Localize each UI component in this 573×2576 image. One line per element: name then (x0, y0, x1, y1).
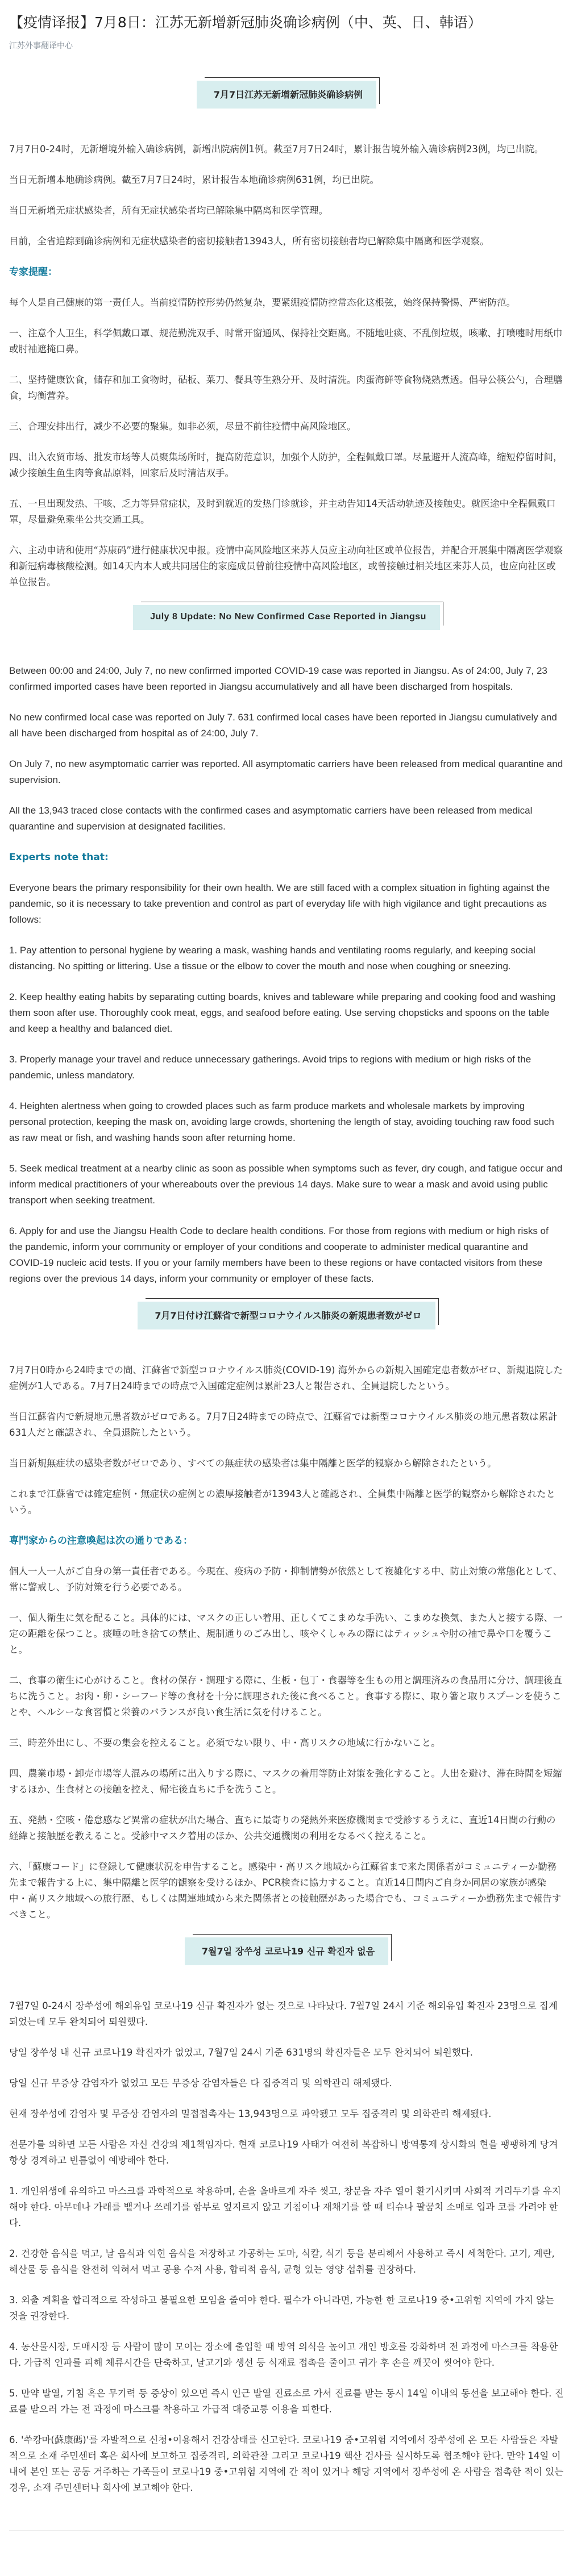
paragraph: Everyone bears the primary responsibility for their own health. We are still faced with a complex situation in fighting against the pandemic, so it is necessary to take prevention and control as part of everyday life with high vigilance and tight precautions as follows: (9, 882, 550, 925)
section-header-box (138, 1302, 435, 1329)
section-header-title: 7月7日江苏无新增新冠肺炎确诊病例 (197, 81, 376, 109)
paragraph: 7월7일 0-24시 장쑤성에 해외유입 코로나19 신규 확진자가 없는 것으로 나타났다. 7월7일 24시 기준 해외유입 확진자 23명으로 집계되었는데 모두 완치되어 퇴원했다. (9, 2000, 558, 2027)
section-zh (9, 81, 564, 590)
paragraph: 目前，全省追踪到确诊病例和无症状感染者的密切接触者13943人，所有密切接触者均已解除集中隔离和医学观察。 (9, 236, 489, 247)
paragraph: 二、坚持健康饮食，储存和加工食物时，砧板、菜刀、餐具等生熟分开、及时清洗。肉蛋海鲜等食物烧熟煮透。倡导公筷公勺，合理膳食，均衡营养。 (9, 374, 563, 401)
paragraph: 3. 외출 계획을 합리적으로 작성하고 불필요한 모임을 줄여야 한다. 필수가 아니라면, 가능한 한 코로나19 중•고위험 지역에 가지 않는 것을 권장한다. (9, 2295, 555, 2321)
paragraph: 3. Properly manage your travel and reduce unnecessary gatherings. Avoid trips to regions with medium or high risks of the pandemic, unless mandatory. (9, 1054, 532, 1081)
expert-note-heading: Experts note that: (9, 852, 109, 863)
paragraph: 六、主动申请和使用“苏康码”进行健康状况申报。疫情中高风险地区来苏人员应主动向社区或单位报告，并配合开展集中隔离医学观察和新冠病毒核酸检测。如14天内本人或共同居住的家庭成员曾前往疫情中高风险地区，或曾接触过相关地区来苏人员，也应向社区或单位报告。 (9, 545, 563, 587)
paragraph: 전문가를 의하면 모든 사람은 자신 건강의 제1책임자다. 현재 코로나19 사태가 여전히 복잡하니 방역통제 상시화의 현을 팽팽하게 당겨 항상 경계하고 빈틈없이 예방해야 한다. (9, 2139, 558, 2166)
paragraph: 7月7日0-24时，无新增境外输入确诊病例，新增出院病例1例。截至7月7日24时，累计报告境外输入确诊病例23例，均已出院。 (9, 144, 544, 155)
paragraph: 四、農業市場・卸売市場等人混みの場所に出入りする際に、マスクの着用等防止対策を強化すること。人出を避け、滞在時間を短縮するほか、生食材との接触を控え、帰宅後直ちに手を洗うこと。 (9, 1768, 562, 1795)
paragraph: 一、注意个人卫生，科学佩戴口罩、规范勤洗双手、时常开窗通风、保持社交距离。不随地吐痰、不乱倒垃圾，咳嗽、打喷嚏时用纸巾或肘袖遮掩口鼻。 (9, 328, 563, 355)
paragraph: 5. Seek medical treatment at a nearby clinic as soon as possible when symptoms such as fever, dry cough, and fatigue occur and inform medical practitioners of your whereabouts over the previous 14 days. Make sure to wear a mask and avoid using public transport when seeking treatment. (9, 1163, 563, 1206)
section-header-box (185, 1937, 388, 1965)
paragraph: 당일 장쑤성 내 신규 코로나19 확진자가 없었고, 7월7일 24시 기준 631명의 확진자들은 모두 완치되어 퇴원했다. (9, 2047, 473, 2058)
bottom-divider (9, 2530, 564, 2531)
paragraph: 2. Keep healthy eating habits by separating cutting boards, knives and tableware while preparing and cooking food and washing them soon after use. Thoroughly cook meat, eggs, and seafood before eating. Use serving chopsticks and spoons on the table and keep a healthy and balanced diet. (9, 991, 556, 1034)
section-header-box (133, 605, 440, 630)
paragraph: 4. Heighten alertness when going to crowded places such as farm produce markets and wholesale markets by improving personal protection, keeping the mask on, avoiding large crowds, shortening the length of stay, avoiding touching raw food such as raw meat or fish, and washing hands soon after returning home. (9, 1101, 554, 1143)
section-header (9, 1302, 564, 1329)
paragraph: これまで江蘇省では確定症例・無症状の症例との濃厚接触者が13943人と確認され、全員集中隔離と医学的観察から解除されたという。 (9, 1489, 555, 1515)
article-title: 【疫情译报】7月8日：江苏无新增新冠肺炎确诊病例（中、英、日、韩语） (9, 14, 482, 31)
paragraph: 個人一人一人がご自身の第一責任者である。今現在、疫病の予防・抑制情勢が依然として複雑化する中、防止対策の常態化として、常に警戒し、予防対策を行う必要である。 (9, 1566, 563, 1593)
paragraph: 三、合理安排出行，减少不必要的聚集。如非必须，尽量不前往疫情中高风险地区。 (9, 421, 356, 432)
paragraph: 当日江蘇省内で新規地元患者数がゼロである。7月7日24時までの時点で、江蘇省では新型コロナウイルス肺炎の地元患者数は累計631人だと確認され、全員退院したという。 (9, 1411, 558, 1438)
section-header-box (197, 81, 376, 109)
paragraph: All the 13,943 traced close contacts with the confirmed cases and asymptomatic carriers have been released from medical quarantine and supervision at designated facilities. (9, 805, 533, 832)
paragraph: 六、「蘇康コード」に登録して健康状況を申告すること。感染中・高リスク地域から江蘇省まで来た関係者がコミュニティーか勤務先まで報告する上に、集中隔離と医学的観察を受けるほか、PCR検査に協力すること。直近14日間内ご自身か同居の家族が感染中・高リスク地域への旅行歴、もしくは関連地域から来た関係者との接触歴があった場合でも、コミュニティーか勤務先まで報告すべきこと。 (9, 1861, 562, 1920)
paragraph: 2. 건강한 음식을 먹고, 날 음식과 익힌 음식을 저장하고 가공하는 도마, 식칼, 식기 등을 분리해서 사용하고 즉시 세척한다. 고기, 계란, 해산물 등 음식을 완전히 익혀서 먹고 공용 수저 사용, 합리적 음식, 균형 있는 영양 섭취를 권장하다. (9, 2248, 555, 2275)
expert-note-heading: 専門家からの注意喚起は次の通りである： (9, 1535, 193, 1547)
paragraph: 6. '쑤캉마(蘇康碼)'를 자발적으로 신청•이용해서 건강상태를 신고한다. 코로나19 중•고위험 지역에서 장쑤성에 온 모든 사람들은 자발적으로 소재 주민센터 혹은 회사에 보고하고 집중격리, 의학관찰 그리고 코로나19 핵산 검사를 실시하도록 협조해야 한다. 만약 14일 이내에 본인 또는 공동 거주하는 가족들이 코로나19 중•고위험 지역에 간 적이 있거나 해당 지역에서 장쑤성에 온 사람을 접촉한 적이 있는 경우, 소재 주민센터나 회사에 보고해야 한다. (9, 2435, 564, 2493)
paragraph: Between 00:00 and 24:00, July 7, no new confirmed imported COVID-19 case was reported in Jiangsu. As of 24:00, July 7, 23 confirmed imported cases have been reported in Jiangsu accumulatively and all have been discharged from hospitals. (9, 665, 547, 692)
section-header-title: 7月7日付け江蘇省で新型コロナウイルス肺炎の新規患者数がゼロ (138, 1302, 435, 1329)
paragraph: No new confirmed local case was reported on July 7. 631 confirmed local cases have been reported in Jiangsu cumulatively and all have been discharged from hospital as of 24:00, July 7. (9, 712, 557, 739)
paragraph: 四、出入农贸市场、批发市场等人员聚集场所时，提高防范意识，加强个人防护，全程佩戴口罩。尽量避开人流高峰，缩短停留时间，减少接触生鱼生肉等食品原料，回家后及时清洁双手。 (9, 452, 563, 478)
paragraph: 五、一旦出现发热、干咳、乏力等异常症状，及时到就近的发热门诊就诊，并主动告知14天活动轨迹及接触史。就医途中全程佩戴口罩，尽量避免乘坐公共交通工具。 (9, 498, 556, 525)
section-header-title: 7월7일 장쑤성 코로나19 신규 확진자 없음 (185, 1937, 388, 1965)
section-header (9, 1937, 564, 1965)
paragraph: 당일 신규 무증상 감염자가 없었고 모든 무증상 감염자들은 다 집중격리 및 의학관리 해제됐다. (9, 2078, 392, 2089)
paragraph: 현재 장쑤성에 감염자 및 무증상 감염자의 밀접접촉자는 13,943명으로 파악됐고 모두 집중격리 및 의학관리 해제됐다. (9, 2108, 492, 2119)
paragraph: 二、食事の衛生に心がけること。食材の保存・調理する際に、生板・包丁・食器等を生もの用と調理済みの食品用に分け、調理後直ちに洗うこと。お肉・卵・シーフード等の食材を十分に調理された後に食べること。食事する際に、取り箸と取りスプーンを使うことや、ヘルシーな食習慣と栄養のバランスが良い食生活に気を付けること。 (9, 1675, 562, 1718)
section-header (9, 605, 564, 630)
section-ja (9, 1302, 564, 1923)
paragraph: 当日新規無症状の感染者数がゼロであり、すべての無症状の感染者は集中隔離と医学的観察から解除されたという。 (9, 1458, 497, 1469)
paragraph: 7月7日0時から24時までの間、江蘇省で新型コロナウイルス肺炎(COVID-19) 海外からの新規入国確定患者数がゼロ、新規退院した症例が1人である。7月7日24時までの時点で入国確定症例は累計23人と報告され、全員退院したという。 (9, 1365, 563, 1391)
paragraph: 4. 농산물시장, 도매시장 등 사람이 많이 모이는 장소에 출입할 때 방역 의식을 높이고 개인 방호를 강화하며 전 과정에 마스크를 착용한다. 가급적 인파를 피해 체류시간을 단축하고, 날고기와 생선 등 식재료 접촉을 줄이고 귀가 후 손을 깨끗이 씻어야 한다. (9, 2341, 558, 2368)
section-ko (9, 1937, 564, 2496)
paragraph: 每个人是自己健康的第一责任人。当前疫情防控形势仍然复杂，要紧绷疫情防控常态化这根弦，始终保持警惕、严密防范。 (9, 297, 516, 308)
author-link[interactable]: 江苏外事翻译中心 (9, 41, 73, 51)
paragraph: 当日无新增无症状感染者，所有无症状感染者均已解除集中隔离和医学管理。 (9, 205, 328, 216)
article-body (9, 81, 564, 2496)
paragraph: 一、個人衛生に気を配ること。具体的には、マスクの正しい着用、正しくてこまめな手洗い、こまめな換気、また人と接する際、一定の距離を保つこと。痰唾の吐き捨ての禁止、規制通りのごみ出し、咳やくしゃみの際にはティッシュや肘の袖で鼻や口を覆うこと。 (9, 1612, 563, 1655)
section-header-title: July 8 Update: No New Confirmed Case Reported in Jiangsu (133, 605, 440, 630)
expert-note-heading: 专家提醒： (9, 266, 57, 278)
section-header (9, 81, 564, 109)
paragraph: 当日无新增本地确诊病例。截至7月7日24时，累计报告本地确诊病例631例，均已出院。 (9, 174, 379, 185)
paragraph: 6. Apply for and use the Jiangsu Health Code to declare health conditions. For those from regions with medium or high risks of the pandemic, inform your community or employer of your conditions and cooperate to administer medical quarantine and COVID-19 nucleic acid tests. If you or your family members have been to these regions or have contacted visitors from these regions over the previous 14 days, inform your community or employer of these facts. (9, 1226, 549, 1284)
paragraph: 1. 개인위생에 유의하고 마스크를 과학적으로 착용하며, 손을 올바르게 자주 씻고, 창문을 자주 열어 환기시키며 사회적 거리두기를 유지해야 한다. 아무데나 가래를 뱉거나 쓰레기를 함부로 엎지르지 않고 기침이나 재채기를 할 때 티슈나 팔꿈치 소매로 입과 코를 가려야 한다. (9, 2186, 561, 2228)
section-en (9, 605, 564, 1287)
paragraph: 1. Pay attention to personal hygiene by wearing a mask, washing hands and ventilating rooms regularly, and keeping social distancing. No spitting or littering. Use a tissue or the elbow to cover the mouth and nose when coughing or sneezing. (9, 945, 535, 972)
paragraph: On July 7, no new asymptomatic carrier was reported. All asymptomatic carriers have been released from medical quarantine and supervision. (9, 758, 563, 785)
paragraph: 5. 만약 발열, 기침 혹은 무기력 등 증상이 있으면 즉시 인근 발열 진료소로 가서 진료를 받는 동시 14일 이내의 동선을 보고해야 한다. 진료를 받으러 가는 전 과정에 마스크를 착용하고 가급적 대중교통 이용을 피한다. (9, 2388, 564, 2415)
paragraph: 五、発熱・空咳・倦怠感など異常の症状が出た場合、直ちに最寄りの発熱外来医療機関まで受診するうえに、直近14日間の行動の経緯と接触歴を教えること。受診中マスク着用のほか、公共交通機関の利用をなるべく控えること。 (9, 1815, 556, 1841)
paragraph: 三、時差外出にし、不要の集会を控えること。必須でない限り、中・高リスクの地域に行かないこと。 (9, 1737, 441, 1748)
